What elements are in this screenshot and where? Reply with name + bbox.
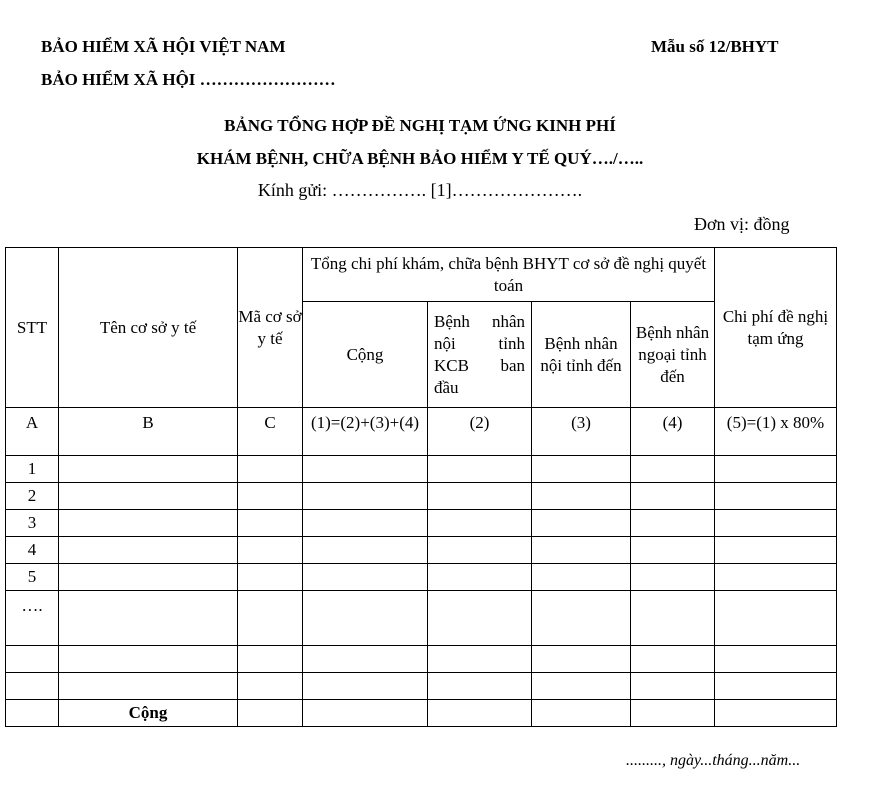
agency-branch: BẢO HIỂM XÃ HỘI ……………………	[41, 70, 336, 89]
table-row	[6, 510, 837, 537]
code-cell: (1)=(2)+(3)+(4)	[303, 408, 428, 456]
column-code-row	[6, 408, 837, 456]
table-row	[6, 456, 837, 483]
table-row	[6, 483, 837, 510]
row-number: 4	[6, 537, 59, 564]
header-initial-registration-text: Bệnh nhân nội tỉnh KCB ban đầu	[434, 311, 525, 397]
header-facility-name: Tên cơ sở y tế	[59, 248, 238, 408]
table-row	[6, 646, 837, 673]
code-cell: (5)=(1) x 80%	[715, 408, 837, 456]
header-advance-cost: Chi phí đề nghị tạm ứng	[715, 248, 837, 408]
table-row	[6, 591, 837, 646]
row-number: 3	[6, 510, 59, 537]
table-row	[6, 537, 837, 564]
code-cell: (2)	[428, 408, 532, 456]
table-row	[6, 673, 837, 700]
code-cell: B	[59, 408, 238, 456]
place-and-date: ........., ngày...tháng...năm...	[626, 752, 801, 769]
header-out-province: Bệnh nhân ngoại tỉnh đến	[631, 302, 715, 408]
document-subtitle: KHÁM BỆNH, CHỮA BỆNH BẢO HIỂM Y TẾ QUÝ…./…..	[196, 149, 644, 168]
total-label: Cộng	[59, 700, 238, 727]
form-number: Mẫu số 12/BHYT	[651, 37, 779, 56]
code-cell: (3)	[532, 408, 631, 456]
row-number: ….	[6, 591, 59, 646]
currency-unit: Đơn vị: đồng	[694, 214, 790, 234]
header-sum: Cộng	[303, 302, 428, 408]
code-cell: A	[6, 408, 59, 456]
code-cell: (4)	[631, 408, 715, 456]
table-row	[6, 564, 837, 591]
summary-table	[5, 247, 837, 727]
header-initial-registration	[428, 302, 532, 408]
recipient-line: Kính gửi: ……………. [1]………………….	[257, 180, 583, 200]
header-total-cost-group: Tổng chi phí khám, chữa bệnh BHYT cơ sở đề nghị quyết toán	[303, 248, 715, 302]
header-in-province: Bệnh nhân nội tỉnh đến	[532, 302, 631, 408]
agency-name: BẢO HIỂM XÃ HỘI VIỆT NAM	[41, 37, 286, 56]
row-number: 1	[6, 456, 59, 483]
total-row	[6, 700, 837, 727]
header-stt: STT	[6, 248, 59, 408]
row-number: 5	[6, 564, 59, 591]
header-facility-code: Mã cơ sở y tế	[238, 248, 303, 408]
document-title: BẢNG TỔNG HỢP ĐỀ NGHỊ TẠM ỨNG KINH PHÍ	[224, 116, 616, 135]
row-number: 2	[6, 483, 59, 510]
code-cell: C	[238, 408, 303, 456]
